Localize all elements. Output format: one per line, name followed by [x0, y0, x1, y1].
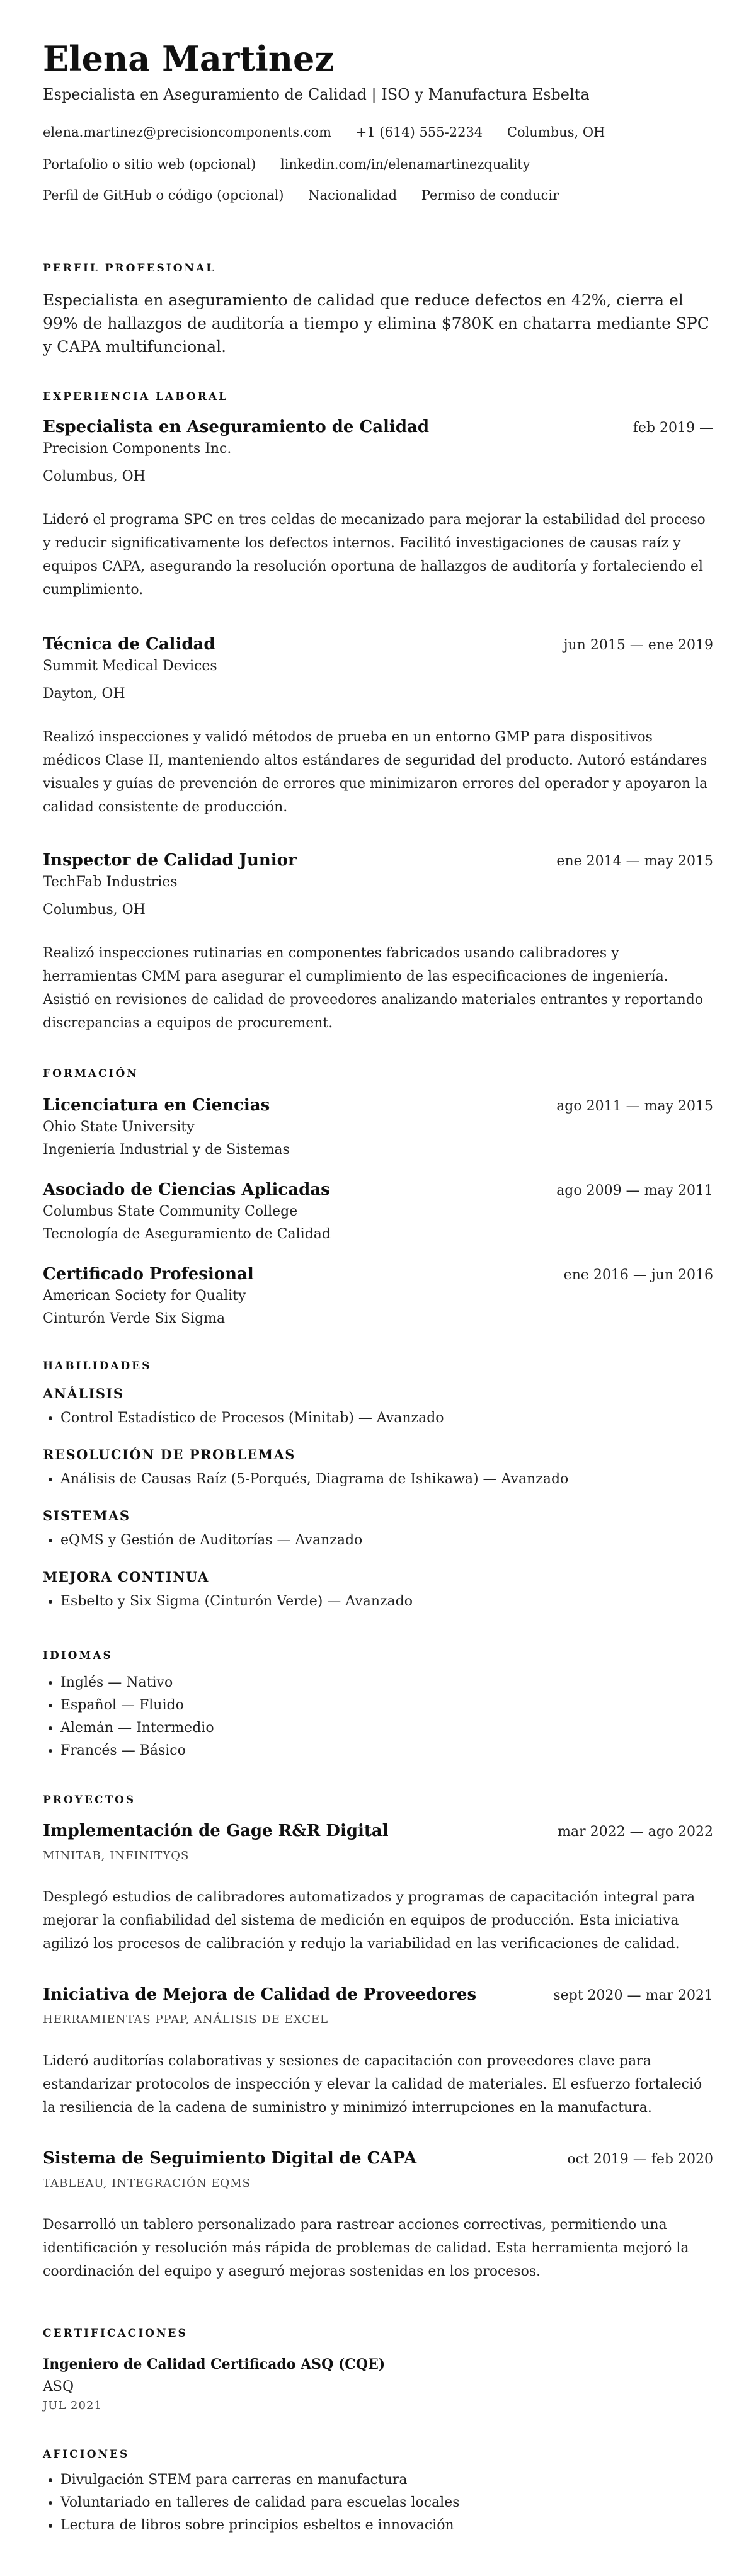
project-tags: MINITAB, INFINITYQS	[43, 1849, 190, 1862]
degree-field: Ingeniería Industrial y de Sistemas	[43, 1142, 290, 1158]
education-item	[43, 1179, 713, 1245]
section-heading-education: FORMACIÓN	[43, 1068, 139, 1080]
contact-row-3	[43, 186, 713, 205]
skill-item: • Control Estadístico de Procesos (Minitab) — Avanzado	[60, 1407, 713, 1430]
project-title: Iniciativa de Mejora de Calidad de Proveedores	[43, 1985, 477, 2004]
section-heading-hobbies: AFICIONES	[43, 2448, 130, 2461]
project-dates: oct 2019 — feb 2020	[567, 2151, 713, 2167]
job-title: Inspector de Calidad Junior	[43, 851, 297, 870]
degree-title: Asociado de Ciencias Aplicadas	[43, 1180, 330, 1199]
project-dates: sept 2020 — mar 2021	[553, 1988, 713, 2003]
project-description: Desplegó estudios de calibradores automatizados y programas de capacitación integral para mejorar la confiabilidad del sistema de medición en equipos de producción. Esta iniciativa agilizó los procesos de calibración y redujo la variabilidad en las verificaciones de calidad.	[43, 1889, 696, 1952]
project-item	[43, 2148, 713, 2283]
linkedin-link[interactable]: linkedin.com/in/elenamartinezquality	[280, 157, 530, 172]
job-description: Realizó inspecciones y validó métodos de prueba en un entorno GMP para dispositivos médicos Clase II, manteniendo altos estándares de seguridad del producto. Autoró estándares visuales y guías de prevención de errores que minimizaron errores del operador y apoyaron la calidad consistente de producción.	[43, 729, 708, 815]
skill-group-name: RESOLUCIÓN DE PROBLEMAS	[43, 1447, 295, 1462]
section-heading-experience: EXPERIENCIA LABORAL	[43, 390, 228, 403]
job-dates: jun 2015 — ene 2019	[563, 637, 713, 653]
degree-dates: ago 2009 — may 2011	[556, 1183, 713, 1199]
project-title: Implementación de Gage R&R Digital	[43, 1821, 389, 1840]
project-item	[43, 1820, 713, 1956]
contact-row-2	[43, 155, 713, 174]
job-company: Summit Medical Devices	[43, 658, 217, 674]
job-dates: feb 2019 —	[633, 420, 713, 436]
experience-item	[43, 416, 713, 601]
job-description: Realizó inspecciones rutinarias en componentes fabricados usando calibradores y herramientas CMM para asegurar el cumplimiento de las especificaciones de ingeniería. Asistió en revisiones de calidad de proveedores analizando materiales entrantes y reportando discrepancias a equipos de procurement.	[43, 945, 704, 1031]
hobby-item: • Voluntariado en talleres de calidad para escuelas locales	[60, 2492, 713, 2514]
hobbies-list	[43, 2469, 713, 2537]
languages-list	[43, 1672, 713, 1762]
job-location: Columbus, OH	[43, 902, 146, 918]
project-tags: HERRAMIENTAS PPAP, ANÁLISIS DE EXCEL	[43, 2013, 329, 2026]
language-item: • Alemán — Intermedio	[60, 1717, 713, 1740]
section-heading-skills: HABILIDADES	[43, 1360, 152, 1372]
skill-group	[43, 1507, 713, 1552]
certification-issuer: ASQ	[43, 2379, 74, 2395]
skill-item: • Análisis de Causas Raíz (5-Porqués, Diagrama de Ishikawa) — Avanzado	[60, 1468, 713, 1491]
skill-group	[43, 1568, 713, 1613]
email-link[interactable]: elena.martinez@precisioncomponents.com	[43, 125, 332, 140]
section-heading-projects: PROYECTOS	[43, 1794, 136, 1806]
contact-row-1	[43, 123, 713, 142]
school-name: Columbus State Community College	[43, 1204, 298, 1219]
experience-item	[43, 634, 713, 819]
project-item	[43, 1984, 713, 2119]
degree-field: Cinturón Verde Six Sigma	[43, 1311, 226, 1326]
school-name: American Society for Quality	[43, 1288, 246, 1304]
project-dates: mar 2022 — ago 2022	[558, 1824, 713, 1840]
job-location: Dayton, OH	[43, 686, 125, 702]
project-description: Lideró auditorías colaborativas y sesiones de capacitación con proveedores clave para estandarizar protocolos de inspección y elevar la calidad de materiales. El esfuerzo fortaleció la resiliencia de la cadena de suministro y minimizó interrupciones en la manufactura.	[43, 2053, 702, 2116]
job-description: Lideró el programa SPC en tres celdas de mecanizado para mejorar la estabilidad del proceso y reducir significativamente los defectos internos. Facilitó investigaciones de causas raíz y equipos CAPA, asegurando la resolución oportuna de hallazgos de auditoría y fortaleciendo el cumplimiento.	[43, 512, 706, 598]
section-heading-languages: IDIOMAS	[43, 1650, 113, 1662]
section-heading-certifications: CERTIFICACIONES	[43, 2327, 188, 2340]
degree-field: Tecnología de Aseguramiento de Calidad	[43, 1226, 331, 1242]
skill-group-name: MEJORA CONTINUA	[43, 1569, 209, 1585]
language-item: • Inglés — Nativo	[60, 1672, 713, 1694]
education-item	[43, 1095, 713, 1160]
section-heading-profile: PERFIL PROFESIONAL	[43, 262, 216, 275]
job-title: Especialista en Aseguramiento de Calidad	[43, 418, 430, 436]
job-dates: ene 2014 — may 2015	[556, 853, 713, 869]
degree-title: Licenciatura en Ciencias	[43, 1096, 270, 1115]
job-company: Precision Components Inc.	[43, 441, 232, 457]
job-title: Técnica de Calidad	[43, 635, 215, 654]
project-tags: TABLEAU, INTEGRACIÓN EQMS	[43, 2177, 251, 2190]
certification-date: JUL 2021	[43, 2399, 102, 2412]
skill-item: • Esbelto y Six Sigma (Cinturón Verde) — Avanzado	[60, 1590, 713, 1613]
certification-item	[43, 2354, 713, 2415]
certification-name: Ingeniero de Calidad Certificado ASQ (CQE)	[43, 2356, 386, 2373]
project-title: Sistema de Seguimiento Digital de CAPA	[43, 2149, 417, 2168]
job-company: TechFab Industries	[43, 874, 178, 890]
nationality-text: Nacionalidad	[308, 188, 398, 203]
degree-dates: ene 2016 — jun 2016	[563, 1267, 713, 1283]
degree-dates: ago 2011 — may 2015	[556, 1098, 713, 1114]
hobby-item: • Lectura de libros sobre principios esbeltos e innovación	[60, 2514, 713, 2537]
license-text: Permiso de conducir	[421, 188, 559, 203]
project-description: Desarrolló un tablero personalizado para rastrear acciones correctivas, permitiendo una identificación y resolución más rápida de problemas de calidad. Esta herramienta mejoró la coordinación del equipo y aseguró mejoras sostenidas en los procesos.	[43, 2217, 689, 2279]
github-link[interactable]: Perfil de GitHub o código (opcional)	[43, 188, 284, 203]
skill-item: • eQMS y Gestión de Auditorías — Avanzado	[60, 1529, 713, 1552]
skill-group	[43, 1445, 713, 1491]
skill-group-name: SISTEMAS	[43, 1508, 130, 1524]
location-text: Columbus, OH	[507, 125, 605, 140]
job-location: Columbus, OH	[43, 469, 146, 484]
portfolio-link[interactable]: Portafolio o sitio web (opcional)	[43, 157, 256, 172]
experience-item	[43, 850, 713, 1035]
language-item: • Español — Fluido	[60, 1694, 713, 1717]
candidate-name: Elena Martinez	[43, 38, 335, 79]
phone-number[interactable]: +1 (614) 555-2234	[355, 125, 483, 140]
skill-group-name: ANÁLISIS	[43, 1386, 124, 1401]
education-item	[43, 1263, 713, 1329]
degree-title: Certificado Profesional	[43, 1265, 254, 1284]
language-item: • Francés — Básico	[60, 1740, 713, 1762]
school-name: Ohio State University	[43, 1119, 195, 1135]
hobby-item: • Divulgación STEM para carreras en manufactura	[60, 2469, 713, 2492]
profile-summary: Especialista en aseguramiento de calidad que reduce defectos en 42%, cierra el 99% de hallazgos de auditoría a tiempo y elimina $780K en chatarra mediante SPC y CAPA multifuncional.	[43, 291, 709, 356]
skill-group	[43, 1384, 713, 1430]
candidate-headline: Especialista en Aseguramiento de Calidad | ISO y Manufactura Esbelta	[43, 86, 590, 103]
